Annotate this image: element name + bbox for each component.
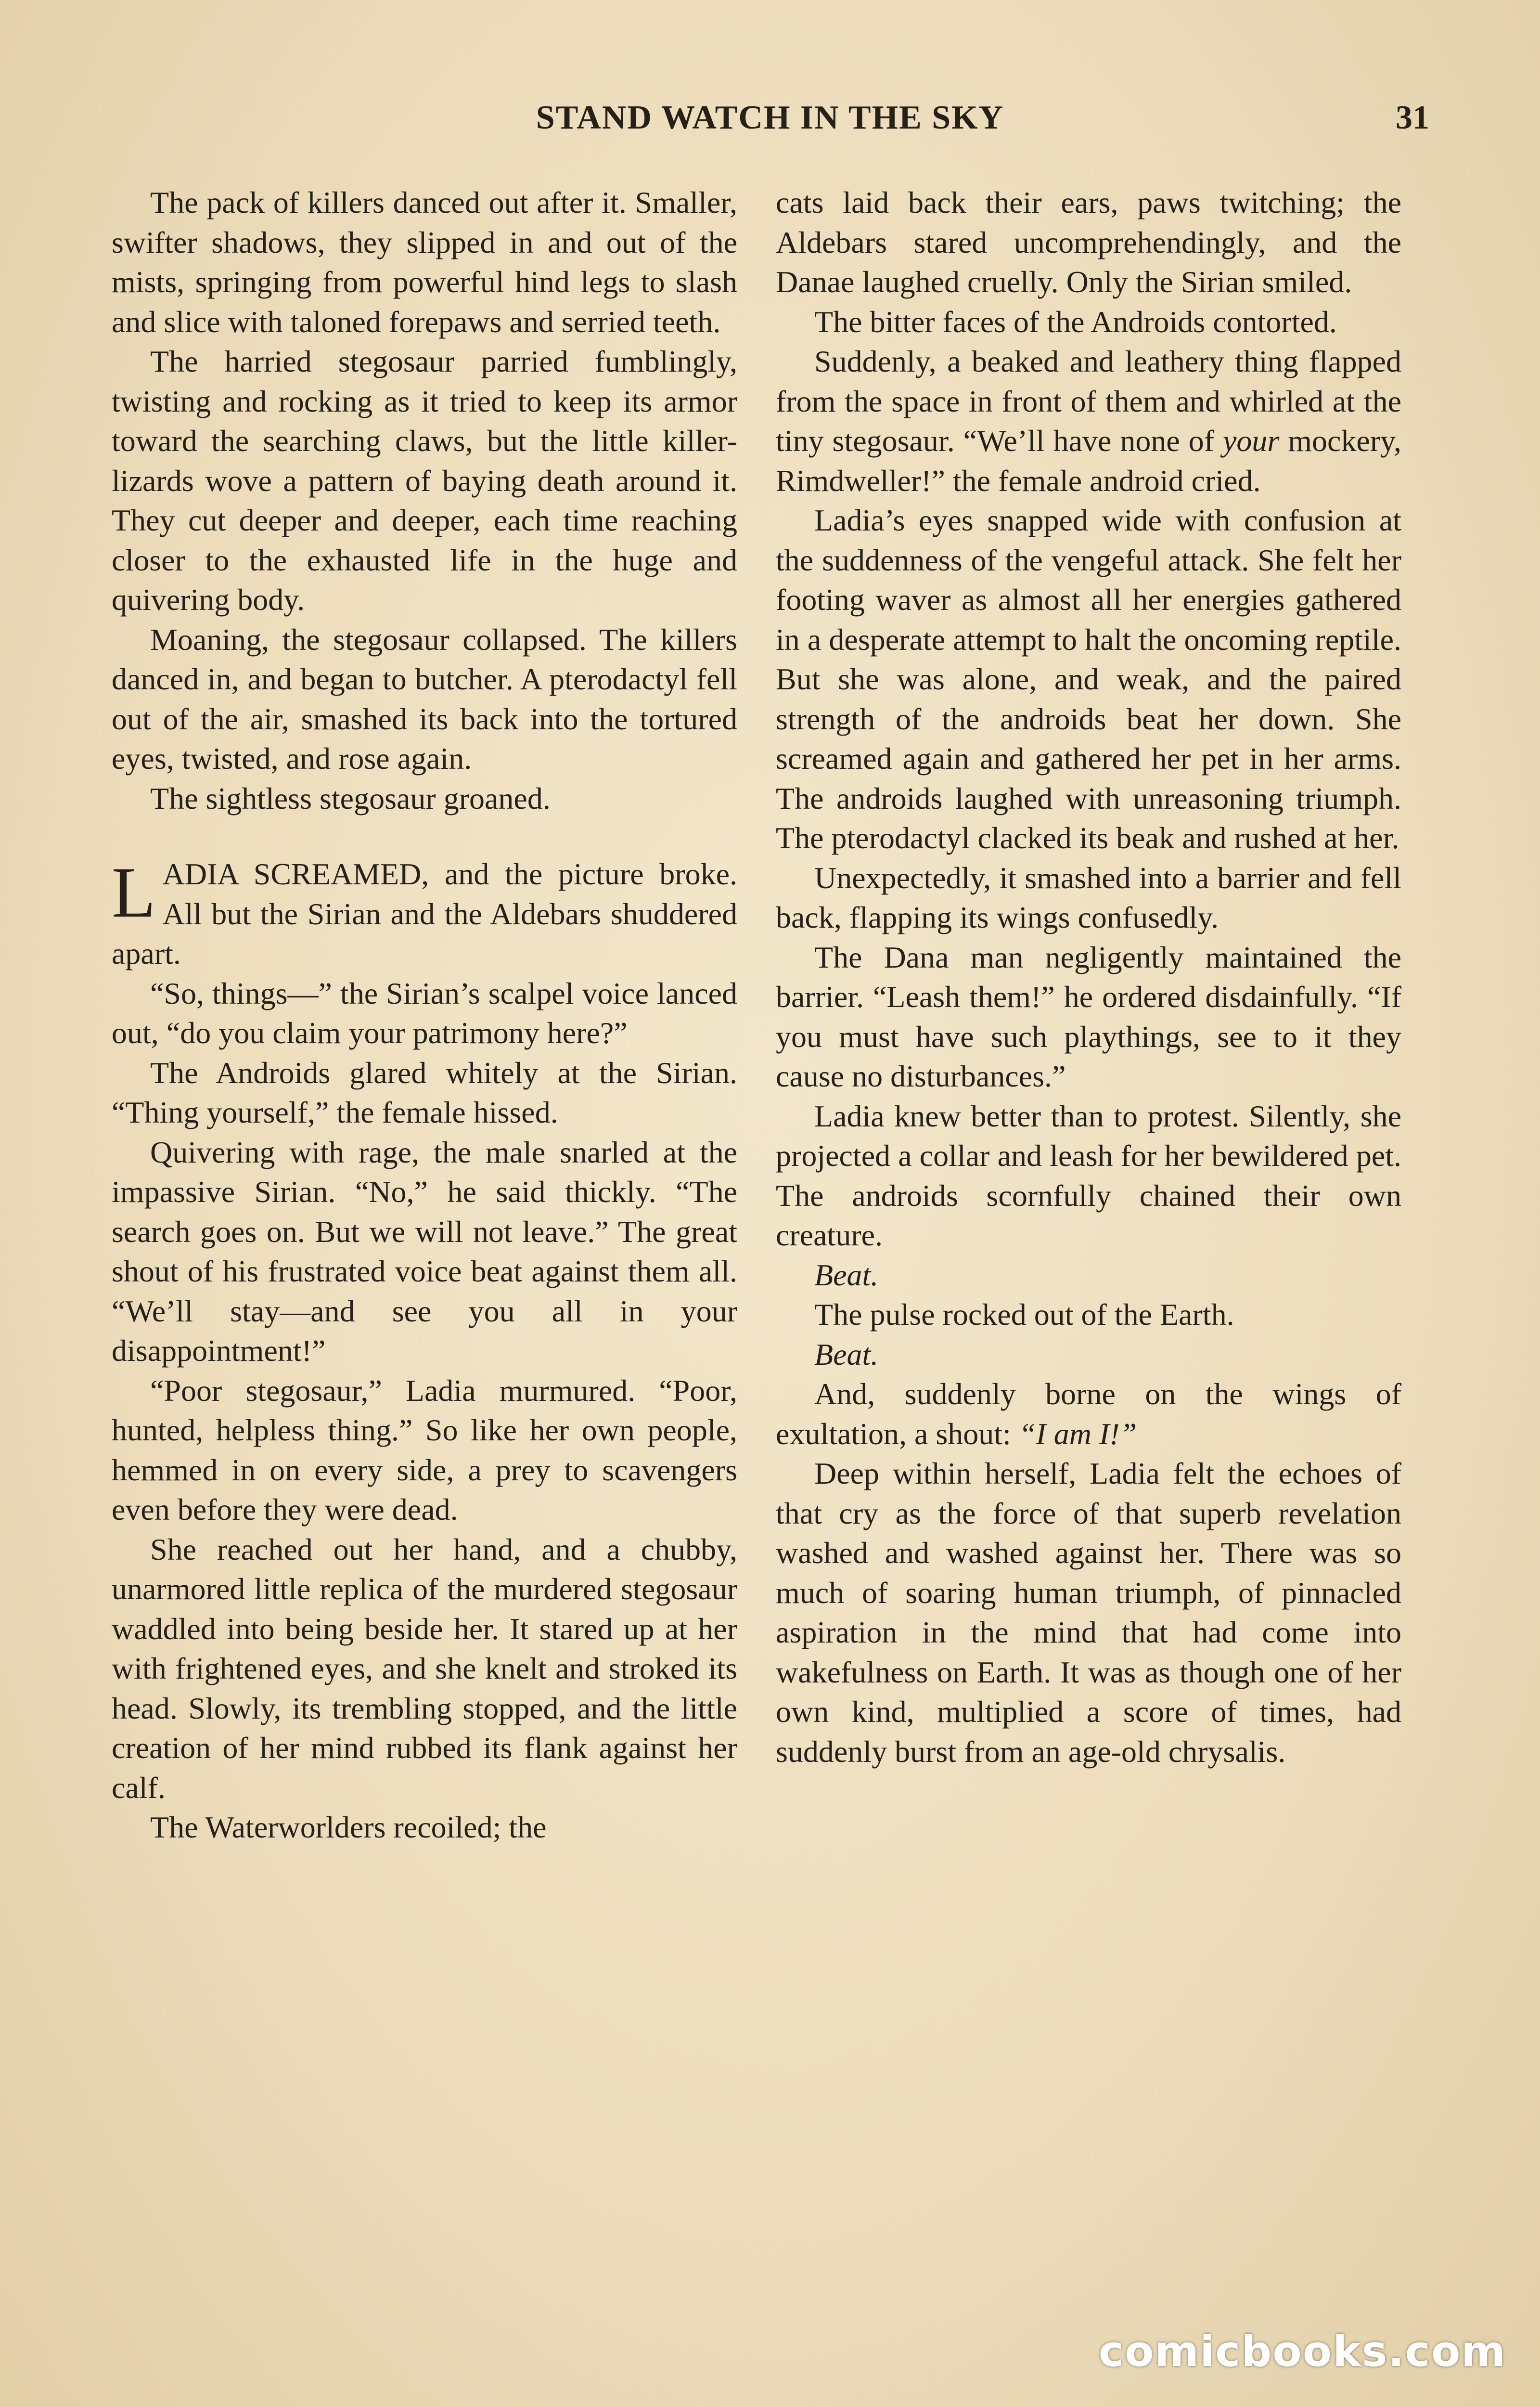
drop-cap: L — [112, 853, 156, 932]
paragraph: Deep within herself, Ladia felt the echoes of that cry as the force of that superb revelation washed and washed against her. There was so much of soaring human triumph, of pinnacled aspiration in the mind that had come into wakefulness on Earth. It was as though one of her own kind, multiplied a score of times, had suddenly burst from an age-old chrysalis. — [776, 1456, 1401, 1769]
paragraph: The Dana man negligently maintained the barrier. “Leash them!” he ordered disdainfully. “If you must have such playthings, see to it they cause no disturbances.” — [776, 940, 1401, 1093]
section-start-paragraph — [112, 854, 737, 974]
emphasis-text: your — [1222, 424, 1280, 458]
paragraph — [776, 1335, 1401, 1375]
paragraph: Ladia’s eyes snapped wide with confusion at the suddenness of the vengeful attack. She felt her footing waver as almost all her energies gathered in a desperate attempt to halt the oncoming reptile. But she was alone, and weak, and the paired strength of the androids beat her down. She screamed again and gathered her pet in her arms. The androids laughed with unreasoning triumph. The pterodactyl clacked its beak and rushed at her. — [776, 503, 1401, 855]
paragraph: The sightless stegosaur groaned. — [150, 781, 551, 815]
paragraph: Unexpectedly, it smashed into a barrier and fell back, flapping its wings confusedly. — [776, 860, 1401, 934]
paragraph: Moaning, the stegosaur collapsed. The killers danced in, and began to butcher. A pterodactyl fell out of the air, smashed its back into the tortured eyes, twisted, and rose again. — [112, 622, 737, 776]
paragraph: The bitter faces of the Androids contorted. — [814, 304, 1337, 339]
paragraph-text: Suddenly, a beaked and leathery thing flapped from the space in front of them and whirled at the tiny stegosaur. “We’ll have none of — [776, 344, 1401, 458]
running-header — [111, 99, 1429, 142]
paragraph-text: ADIA SCREAMED, and the picture broke. All but the Sirian and the Aldebars shuddered apart. — [112, 857, 737, 971]
paragraph: The Waterworlders recoiled; the — [150, 1810, 547, 1844]
paragraph-text: And, suddenly borne on the wings of exultation, a shout: — [776, 1377, 1401, 1451]
emphasis-text: Beat. — [814, 1257, 879, 1292]
paragraph: The harried stegosaur parried fumblingly, twisting and rocking as it tried to keep its armor toward the searching claws, but the little killer-lizards wove a pattern of baying death around it. They cut deeper and deeper, each time reaching closer to the exhausted life in the huge and quivering body. — [112, 344, 737, 617]
emphasis-text: “I am I!” — [1018, 1416, 1137, 1451]
paragraph: The pulse rocked out of the Earth. — [814, 1297, 1234, 1332]
emphasis-text: Beat. — [814, 1337, 879, 1372]
paragraph: The pack of killers danced out after it. Smaller, swifter shadows, they slipped in and out of the mists, springing from powerful hind legs to slash and slice with taloned forepaws and serried teeth. — [112, 185, 737, 339]
running-title: STAND WATCH IN THE SKY — [536, 99, 1004, 136]
page-number: 31 — [1396, 99, 1429, 136]
paragraph: cats laid back their ears, paws twitching; the Aldebars stared uncomprehendingly, and the Danae laughed cruelly. Only the Sirian smiled. — [776, 185, 1401, 299]
paragraph — [776, 1374, 1401, 1454]
paragraph: Quivering with rage, the male snarled at the impassive Sirian. “No,” he said thickly. “The search goes on. But we will not leave.” The great shout of his frustrated voice beat against them all. “We’ll stay—and see you all in your disappointment!” — [112, 1135, 737, 1368]
left-column — [112, 183, 737, 1848]
paragraph — [776, 1255, 1401, 1295]
paragraph: The Androids glared whitely at the Sirian. “Thing yourself,” the female hissed. — [112, 1055, 737, 1129]
watermark: comicbooks.com — [1098, 2327, 1506, 2376]
paragraph: “Poor stegosaur,” Ladia murmured. “Poor, hunted, helpless thing.” So like her own people, hemmed in on every side, a prey to scavengers even before they were dead. — [112, 1373, 737, 1527]
paragraph: She reached out her hand, and a chubby, unarmored little replica of the murdered stegosaur waddled into being beside her. It stared up at her with frightened eyes, and she knelt and stroked its head. Slowly, its trembling stopped, and the little creation of her mind rubbed its flank against her calf. — [112, 1532, 737, 1805]
paragraph: “So, things—” the Sirian’s scalpel voice lanced out, “do you claim your patrimony here?” — [112, 976, 737, 1050]
paragraph — [776, 342, 1401, 501]
right-column — [776, 183, 1401, 1772]
paragraph: Ladia knew better than to protest. Silently, she projected a collar and leash for her bewildered pet. The androids scornfully chained their own creature. — [776, 1099, 1401, 1252]
paragraph-text: mockery, Rimdweller!” the female android cried. — [776, 424, 1402, 498]
